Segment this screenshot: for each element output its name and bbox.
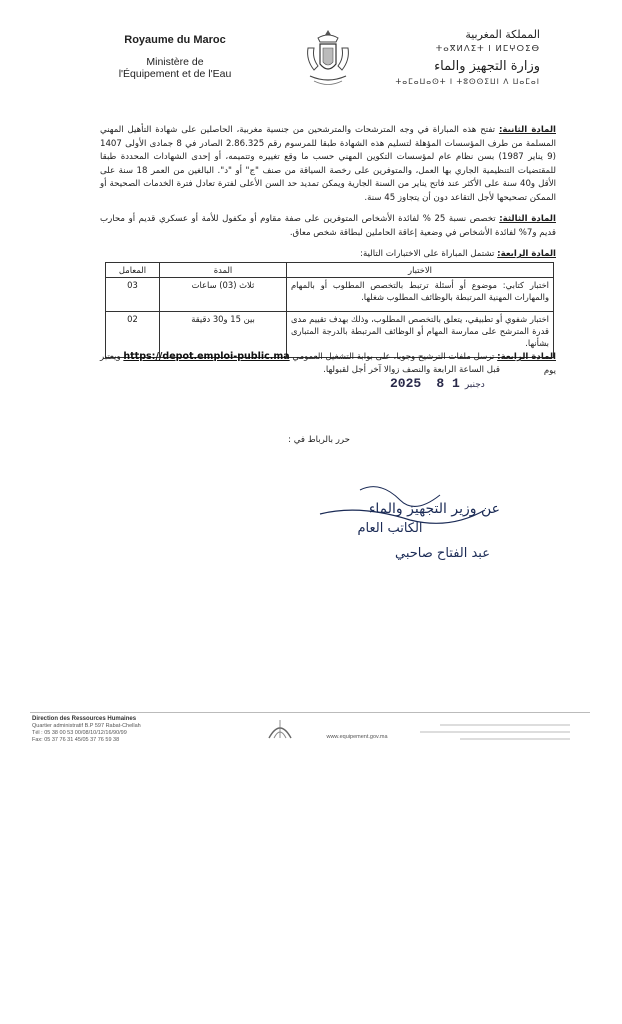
ministry-label-line2: l'Équipement et de l'Eau xyxy=(118,68,232,80)
duration-written: ثلاث (03) ساعات xyxy=(160,278,287,312)
signed-in-place: حرر بالرباط في : xyxy=(288,435,350,445)
kingdom-label: Royaume du Maroc xyxy=(124,34,226,46)
table-header-row xyxy=(106,263,554,278)
article-4b-label: المادة الرابعة: xyxy=(497,352,556,362)
article-2-label: المادة الثانية: xyxy=(498,125,556,135)
stamp-year: 2025 xyxy=(390,376,422,391)
article-2 xyxy=(100,124,556,206)
article-4b-text-after: ويعتبر يوم xyxy=(100,352,556,376)
footer-divider xyxy=(30,712,590,713)
footer-contact xyxy=(32,716,232,744)
header-test: الاختبار xyxy=(287,263,554,278)
kingdom-label-arabic: المملكة المغربية xyxy=(465,28,540,41)
ministry-label-arabic: وزارة التجهيز والماء xyxy=(434,59,540,74)
stamp-day: 1 8 xyxy=(436,376,460,391)
ministry-label-tifinagh: ⵜⴰⵎⴰⵡⴰⵙⵜ ⵏ ⵜⵓⵙⵙⵉⵡⵏ ⴷ ⵡⴰⵎⴰⵏ xyxy=(395,77,540,86)
article-3-label: المادة الثالثة: xyxy=(499,214,556,224)
deadline-text: قبل الساعة الرابعة والنصف زوالا آخر أجل لقبولها. xyxy=(323,365,500,375)
coefficient-written: 03 xyxy=(106,278,160,312)
article-4-tests xyxy=(100,248,556,262)
header-coefficient: المعامل xyxy=(106,263,160,278)
signatory-name: عبد الفتاح صاحبي xyxy=(395,546,490,561)
article-4-label: المادة الرابعة: xyxy=(497,249,556,259)
footer-website: www.equipement.gov.ma xyxy=(326,734,388,740)
tests-table xyxy=(105,262,554,358)
test-oral: اختبار شفوي أو تطبيقي، يتعلق بالتخصص المطلوب، وذلك بهدف تقييم مدى قدرة المترشح على ممارسة المهام أو الوظائف المرتبطة بالدرجة المتبارى بشأنها. xyxy=(287,312,554,358)
article-4b-text-before: ترسل ملفات الترشيح وجوبا، على بوابة التشغيل العمومي xyxy=(292,352,495,362)
duration-oral: بين 15 و30 دقيقة xyxy=(160,312,287,358)
footer-department: Direction des Ressources Humaines xyxy=(32,716,137,722)
footer-fax: Fax: 05 37 76 31 45/05 37 76 59 38 xyxy=(32,737,120,743)
coefficient-oral: 02 xyxy=(106,312,160,358)
article-4-text: تشتمل المباراة على الاختبارات التالية: xyxy=(360,249,495,259)
kingdom-label-tifinagh: ⵜⴰⴳⵍⴷⵉⵜ ⵏ ⵍⵎⵖⵔⵉⴱ xyxy=(435,44,540,54)
ministry-label-line1: Ministère de xyxy=(146,56,204,68)
article-3-text: تخصص نسبة 25 % لفائدة الأشخاص المتوفرين على صفة مقاوم أو مكفول للأمة أو عسكري قديم أو محارب قديم و7% لفائدة الأشخاص في وضعية إعاقة الحاملين لبطاقة شخص معاق. xyxy=(100,214,556,238)
stamp-month: دجنبر xyxy=(464,380,485,390)
header-duration: المدة xyxy=(160,263,287,278)
article-2-text: تفتح هذه المباراة في وجه المترشحات والمترشحين من جنسية مغربية، الحاصلين على شهادة التأهيل المهني المسلمة من طرف المؤسسات المؤهلة لتسليم هذه الشهادة طبقا للمرسوم رقم 2.86.325 الصادر في 8 جمادى الأولى 1407 (9 يناير 1987) بسن نظام عام لمؤسسات التكوين المهني حسب ما وقع تغييره وتتميمه، أو إحدى الشهادات المحددة طبقا للمقتضيات التنظيمية الجاري بها العمل، والمتوفرين على رخصة السياقة من صنف "ج" أو "د". البالغين من العمر 18 سنة على الأقل و40 سنة على الأكثر عند فاتح يناير من السنة الجارية ويمكن تمديد حد السن الأعلى لفترة تعادل فترة الخدمات الصحيحة أو الممكن تصحيحها لأجل التقاعد دون أن يتجاوز 45 سنة. xyxy=(100,125,556,203)
ministry-name-arabic xyxy=(390,28,540,86)
date-stamp xyxy=(390,372,510,392)
signature-line1: عن وزير التجهيز والماء xyxy=(368,501,500,517)
submission-portal-link[interactable]: https://depot.emploi-public.ma xyxy=(123,351,290,362)
article-3 xyxy=(100,213,556,240)
signature-line2: الكاتب العام xyxy=(357,521,423,536)
footer-address: Quartier administratif B.P 597 Rabat-Chellah xyxy=(32,723,141,729)
footer-arabic-contact-blur xyxy=(420,720,570,750)
ministry-name-french xyxy=(100,34,250,80)
table-row xyxy=(106,278,554,312)
coat-of-arms-emblem xyxy=(300,26,356,96)
ministry-footer-logo xyxy=(265,716,295,742)
footer-phone: Tél : 05 38 00 53 00/08/10/12/16/90/99 xyxy=(32,730,127,736)
test-written: اختبار كتابي: موضوع أو أسئلة ترتبط بالتخصص المطلوب أو بالمهام والمهارات المهنية المرتبطة بالوظائف المطلوب شغلها. xyxy=(287,278,554,312)
